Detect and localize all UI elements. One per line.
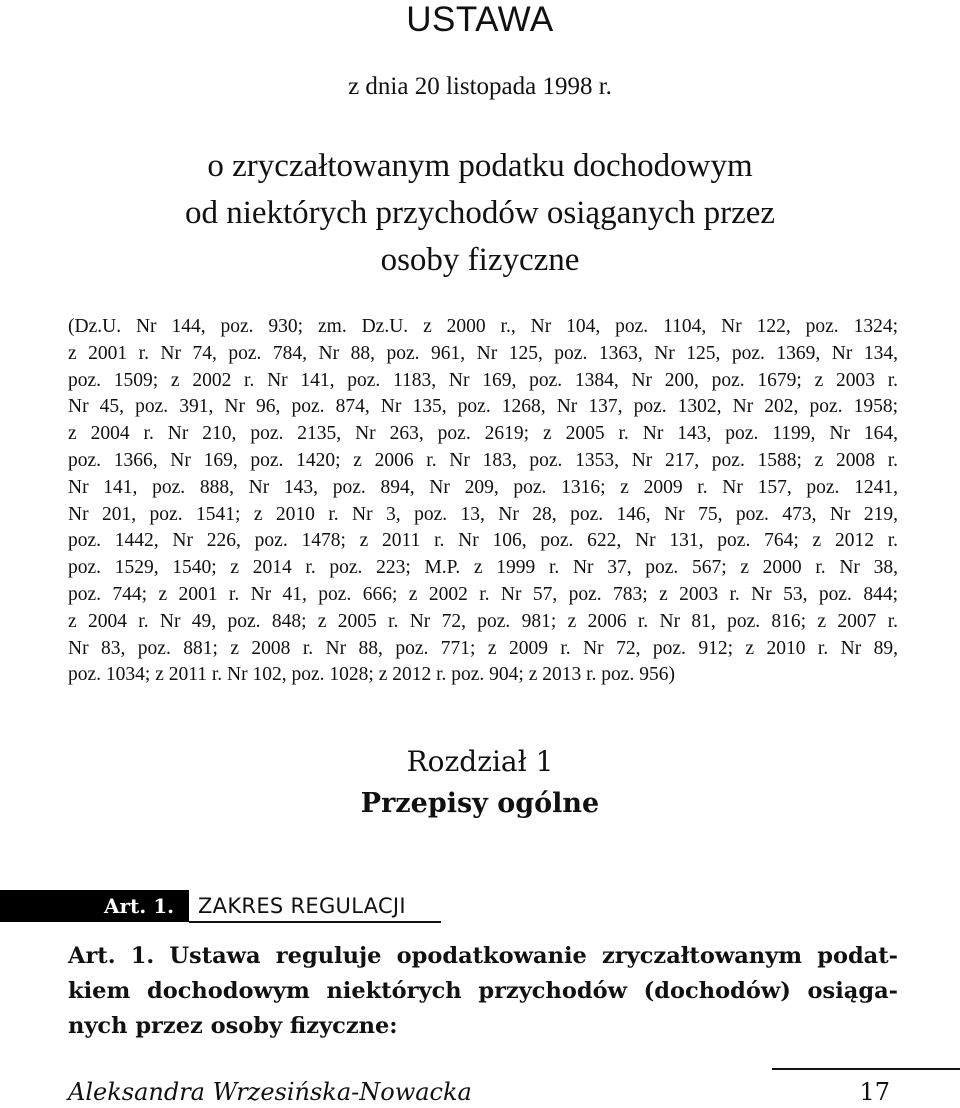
- reference-line: z 2004 r. Nr 49, poz. 848; z 2005 r. Nr 72, poz. 981; z 2006 r. Nr 81, poz. 816; z 2007 r.: [68, 610, 898, 632]
- reference-line: poz. 1509; z 2002 r. Nr 141, poz. 1183, Nr 169, poz. 1384, Nr 200, poz. 1679; z 2003 r.: [68, 369, 898, 391]
- chapter-number: Rozdział 1: [406, 745, 554, 778]
- reference-line: Nr 201, poz. 1541; z 2010 r. Nr 3, poz. 13, Nr 28, poz. 146, Nr 75, poz. 473, Nr 219,: [68, 503, 898, 525]
- document-title: [40, 143, 920, 284]
- reference-line: (Dz.U. Nr 144, poz. 930; zm. Dz.U. z 2000 r., Nr 104, poz. 1104, Nr 122, poz. 1324;: [68, 316, 898, 337]
- reference-line: z 2001 r. Nr 74, poz. 784, Nr 88, poz. 961, Nr 125, poz. 1363, Nr 125, poz. 1369, Nr 134,: [68, 342, 898, 364]
- reference-line: Nr 45, poz. 391, Nr 96, poz. 874, Nr 135, poz. 1268, Nr 137, poz. 1302, Nr 202, poz. 1958;: [68, 396, 898, 418]
- title-line: od niektórych przychodów osiąganych przez: [184, 195, 776, 231]
- reference-line: poz. 1034; z 2011 r. Nr 102, poz. 1028; z 2012 r. poz. 904; z 2013 r. poz. 956): [68, 664, 675, 686]
- article-header-underline: [189, 921, 441, 923]
- reference-line: poz. 1366, Nr 169, poz. 1420; z 2006 r. Nr 183, poz. 1353, Nr 217, poz. 1588; z 2008 r.: [68, 449, 898, 471]
- article-body-line: nych przez osoby fizyczne:: [68, 1013, 398, 1039]
- article-body-line: Art. 1. Ustawa reguluje opodatkowanie zryczałtowanym podat-: [68, 943, 898, 969]
- title-line: osoby fizyczne: [380, 242, 580, 278]
- article-header-label: Art. 1.: [104, 894, 175, 918]
- chapter-name: Przepisy ogólne: [360, 788, 600, 819]
- document-type-heading: USTAWA: [406, 0, 554, 39]
- reference-line: poz. 744; z 2001 r. Nr 41, poz. 666; z 2002 r. Nr 57, poz. 783; z 2003 r. Nr 53, poz. 844;: [68, 583, 898, 605]
- reference-line: Nr 83, poz. 881; z 2008 r. Nr 88, poz. 771; z 2009 r. Nr 72, poz. 912; z 2010 r. Nr 89,: [68, 637, 898, 659]
- footer-author: Aleksandra Wrzesińska-Nowacka: [68, 1078, 472, 1106]
- article-header-title: ZAKRES REGULACJI: [198, 894, 406, 918]
- article-header: [0, 888, 960, 922]
- page-number: 17: [859, 1078, 890, 1106]
- article-body-line: kiem dochodowym niektórych przychodów (dochodów) osiąga-: [68, 978, 898, 1004]
- article-body: [68, 939, 898, 1044]
- footer-rule: [772, 1068, 960, 1070]
- reference-line: Nr 141, poz. 888, Nr 143, poz. 894, Nr 209, poz. 1316; z 2009 r. Nr 157, poz. 1241,: [68, 476, 898, 498]
- legal-references: [68, 314, 898, 689]
- document-date: z dnia 20 listopada 1998 r.: [348, 73, 612, 100]
- reference-line: z 2004 r. Nr 210, poz. 2135, Nr 263, poz. 2619; z 2005 r. Nr 143, poz. 1199, Nr 164,: [68, 423, 898, 445]
- reference-line: poz. 1529, 1540; z 2014 r. poz. 223; M.P. z 1999 r. Nr 37, poz. 567; z 2000 r. Nr 38,: [68, 557, 898, 579]
- reference-line: poz. 1442, Nr 226, poz. 1478; z 2011 r. Nr 106, poz. 622, Nr 131, poz. 764; z 2012 r.: [68, 530, 898, 552]
- title-line: o zryczałtowanym podatku dochodowym: [207, 148, 753, 184]
